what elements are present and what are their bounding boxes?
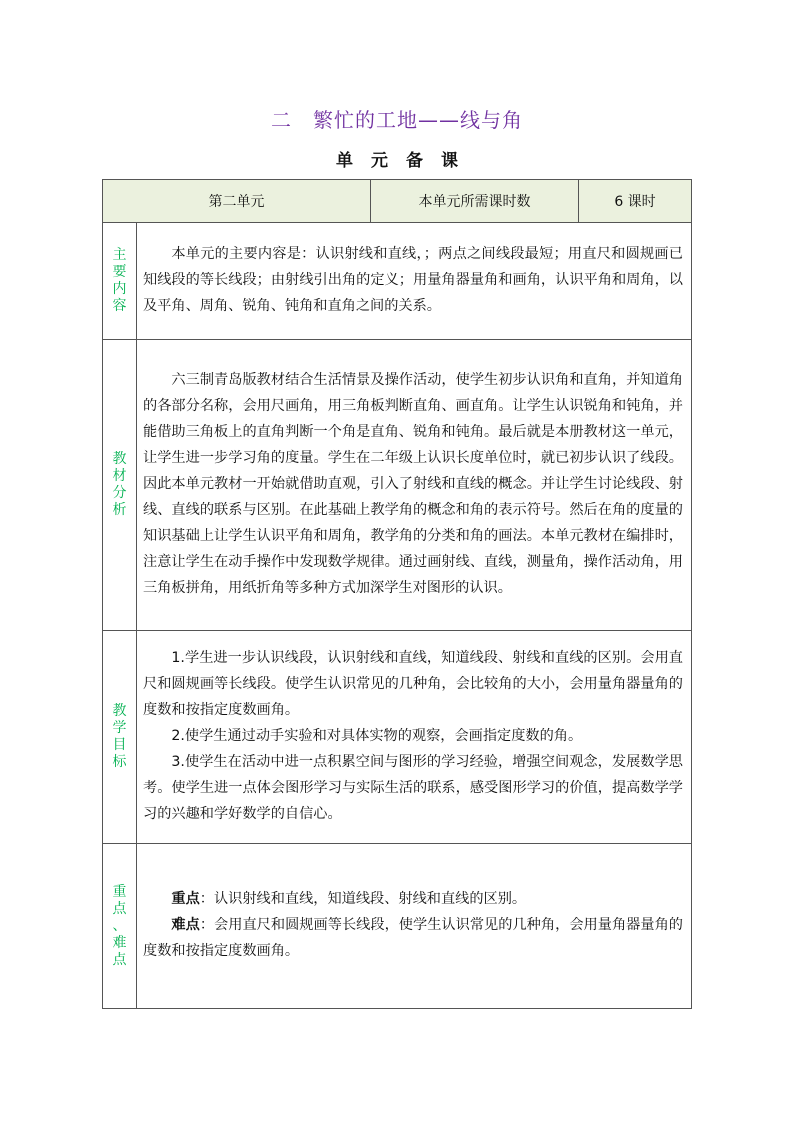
table-header-row [103, 180, 692, 223]
unit-plan-table [102, 179, 692, 1009]
key-points-row [103, 844, 692, 1009]
goal-item: 3.使学生在活动中进一点积累空间与图形的学习经验，增强空间观念，发展数学思考。使学生进一点体会图形学习与实际生活的联系，感受图形学习的价值，提高数学学习的兴趣和学好数学的自信心。 [143, 754, 683, 822]
goals-label: 教 学 目 标 [103, 631, 137, 844]
hours-label-cell: 本单元所需课时数 [371, 180, 579, 223]
difficult-point-label: 难点 [171, 917, 200, 933]
goal-item: 2.使学生通过动手实验和对具体实物的观察，会画指定度数的角。 [171, 728, 583, 744]
analysis-label: 教 材 分 析 [103, 340, 137, 631]
difficult-point-text: ：会用直尺和圆规画等长线段，使学生认识常见的几种角，会用量角器量角的度数和按指定度数画角。 [143, 917, 683, 959]
key-point-text: ：认识射线和直线，知道线段、射线和直线的区别。 [199, 891, 527, 907]
goals-row [103, 631, 692, 844]
unit-name-cell: 第二单元 [103, 180, 371, 223]
goal-item: 1.学生进一步认识线段，认识射线和直线，知道线段、射线和直线的区别。会用直尺和圆规画等长线段。使学生认识常见的几种角，会比较角的大小，会用量角器量角的度数和按指定度数画角。 [143, 650, 683, 718]
goals-text-cell [137, 631, 692, 844]
key-point-label: 重点 [171, 891, 200, 907]
difficult-point-line [143, 912, 683, 964]
analysis-row [103, 340, 692, 631]
main-content-text: 本单元的主要内容是：认识射线和直线，；两点之间线段最短；用直尺和圆规画已知线段的等长线段；由射线引出角的定义；用量角器量角和画角，认识平角和周角，以及平角、周角、锐角、钝角和直角之间的关系。 [143, 246, 683, 314]
analysis-text-cell [137, 340, 692, 631]
hours-value-cell: 6 课时 [579, 180, 692, 223]
main-content-text-cell [137, 223, 692, 340]
main-content-label: 主 要 内 容 [103, 223, 137, 340]
document-subtitle: 单元备课 [336, 151, 476, 171]
analysis-text: 六三制青岛版教材结合生活情景及操作活动，使学生初步认识角和直角，并知道角的各部分名称，会用尺画角，用三角板判断直角、画直角。让学生认识锐角和钝角，并能借助三角板上的直角判断一个角是直角、锐角和钝角。最后就是本册教材这一单元，让学生进一步学习角的度量。学生在二年级上认识长度单位时，就已初步认识了线段。因此本单元教材一开始就借助直观，引入了射线和直线的概念。并让学生讨论线段、射线、直线的联系与区别。在此基础上教学角的概念和角的表示符号。然后在角的度量的知识基础上让学生认识平角和周角，教学角的分类和角的画法。本单元教材在编排时，注意让学生在动手操作中发现数学规律。通过画射线、直线，测量角，操作活动角，用三角板拼角，用纸折角等多种方式加深学生对图形的认识。 [143, 372, 683, 596]
key-points-text-cell [137, 844, 692, 1009]
key-point-line [143, 886, 683, 912]
document-title: 二 繁忙的工地——线与角 [271, 108, 523, 132]
main-content-row [103, 223, 692, 340]
key-points-label: 重 点 、 难 点 [103, 844, 137, 1009]
